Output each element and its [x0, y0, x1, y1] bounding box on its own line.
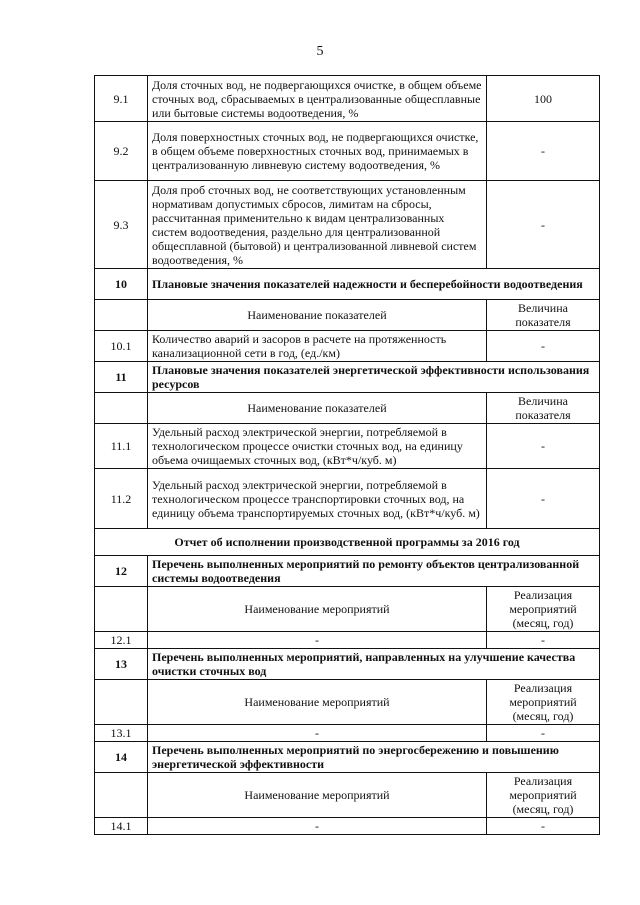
section-title: Перечень выполненных мероприятий по энергосбережению и повышению энергетической эффективности: [148, 742, 600, 773]
section-row: [95, 556, 600, 587]
indicator-value: -: [487, 122, 600, 181]
section-title: Перечень выполненных мероприятий, направленных на улучшение качества очистки сточных вод: [148, 649, 600, 680]
indicator-value: -: [487, 632, 600, 649]
row-number: 12.1: [95, 632, 148, 649]
section-number: 11: [95, 362, 148, 393]
table-row: [95, 331, 600, 362]
indicator-name: -: [148, 725, 487, 742]
section-row: [95, 742, 600, 773]
column-header-value: Реализация мероприятий (месяц, год): [487, 587, 600, 632]
column-header-row: [95, 773, 600, 818]
indicator-name: Количество аварий и засоров в расчете на протяженность канализационной сети в год, (ед./км): [148, 331, 487, 362]
table-row: [95, 424, 600, 469]
column-header-name: Наименование мероприятий: [148, 773, 487, 818]
table-row: [95, 122, 600, 181]
empty-cell: [95, 587, 148, 632]
section-number: 13: [95, 649, 148, 680]
column-header-name: Наименование показателей: [148, 300, 487, 331]
row-number: 9.3: [95, 181, 148, 269]
column-header-name: Наименование мероприятий: [148, 680, 487, 725]
row-number: 14.1: [95, 818, 148, 835]
indicator-value: 100: [487, 76, 600, 122]
row-number: 10.1: [95, 331, 148, 362]
column-header-name: Наименование показателей: [148, 393, 487, 424]
indicator-name: Доля проб сточных вод, не соответствующих установленным нормативам допустимых сбросов, лимитам на сбросы, рассчитанная применительно к видам централизованных систем водоотведения, раздельно для централизованной общесплавной (бытовой) и централизованной ливневой систем водоотведения, %: [148, 181, 487, 269]
indicator-name: Удельный расход электрической энергии, потребляемой в технологическом процессе транспортировки сточных вод, на единицу объема транспортируемых сточных вод, (кВт*ч/куб. м): [148, 469, 487, 529]
indicator-value: -: [487, 424, 600, 469]
page-number: 5: [316, 44, 324, 59]
section-row: [95, 362, 600, 393]
empty-cell: [95, 300, 148, 331]
indicator-name: Доля поверхностных сточных вод, не подвергающихся очистке, в общем объеме поверхностных сточных вод, принимаемых в централизованную ливневую систему водоотведения, %: [148, 122, 487, 181]
table-row: [95, 632, 600, 649]
row-number: 11.1: [95, 424, 148, 469]
indicator-value: -: [487, 818, 600, 835]
row-number: 11.2: [95, 469, 148, 529]
indicator-name: -: [148, 818, 487, 835]
row-number: 9.1: [95, 76, 148, 122]
indicator-value: -: [487, 469, 600, 529]
section-row: [95, 649, 600, 680]
column-header-value: Реализация мероприятий (месяц, год): [487, 680, 600, 725]
column-header-row: [95, 587, 600, 632]
column-header-name: Наименование мероприятий: [148, 587, 487, 632]
indicator-value: -: [487, 181, 600, 269]
indicators-table: [94, 75, 600, 835]
indicator-name: Удельный расход электрической энергии, потребляемой в технологическом процессе очистки сточных вод, на единицу объема очищаемых сточных вод, (кВт*ч/куб. м): [148, 424, 487, 469]
section-title: Плановые значения показателей надежности и бесперебойности водоотведения: [148, 269, 600, 300]
empty-cell: [95, 680, 148, 725]
report-title-row: [95, 529, 600, 556]
section-number: 14: [95, 742, 148, 773]
table-row: [95, 818, 600, 835]
section-row: [95, 269, 600, 300]
report-title: Отчет об исполнении производственной программы за 2016 год: [95, 529, 600, 556]
indicator-name: Доля сточных вод, не подвергающихся очистке, в общем объеме сточных вод, сбрасываемых в централизованные общесплавные или бытовые системы водоотведения, %: [148, 76, 487, 122]
empty-cell: [95, 393, 148, 424]
column-header-row: [95, 680, 600, 725]
section-number: 10: [95, 269, 148, 300]
section-title: Перечень выполненных мероприятий по ремонту объектов централизованной системы водоотведения: [148, 556, 600, 587]
table-row: [95, 181, 600, 269]
indicator-name: -: [148, 632, 487, 649]
column-header-row: [95, 300, 600, 331]
indicator-value: -: [487, 331, 600, 362]
column-header-value: Величина показателя: [487, 393, 600, 424]
table-row: [95, 76, 600, 122]
empty-cell: [95, 773, 148, 818]
row-number: 9.2: [95, 122, 148, 181]
section-number: 12: [95, 556, 148, 587]
column-header-value: Величина показателя: [487, 300, 600, 331]
column-header-value: Реализация мероприятий (месяц, год): [487, 773, 600, 818]
row-number: 13.1: [95, 725, 148, 742]
column-header-row: [95, 393, 600, 424]
section-title: Плановые значения показателей энергетической эффективности использования ресурсов: [148, 362, 600, 393]
indicator-value: -: [487, 725, 600, 742]
table-row: [95, 469, 600, 529]
table-row: [95, 725, 600, 742]
